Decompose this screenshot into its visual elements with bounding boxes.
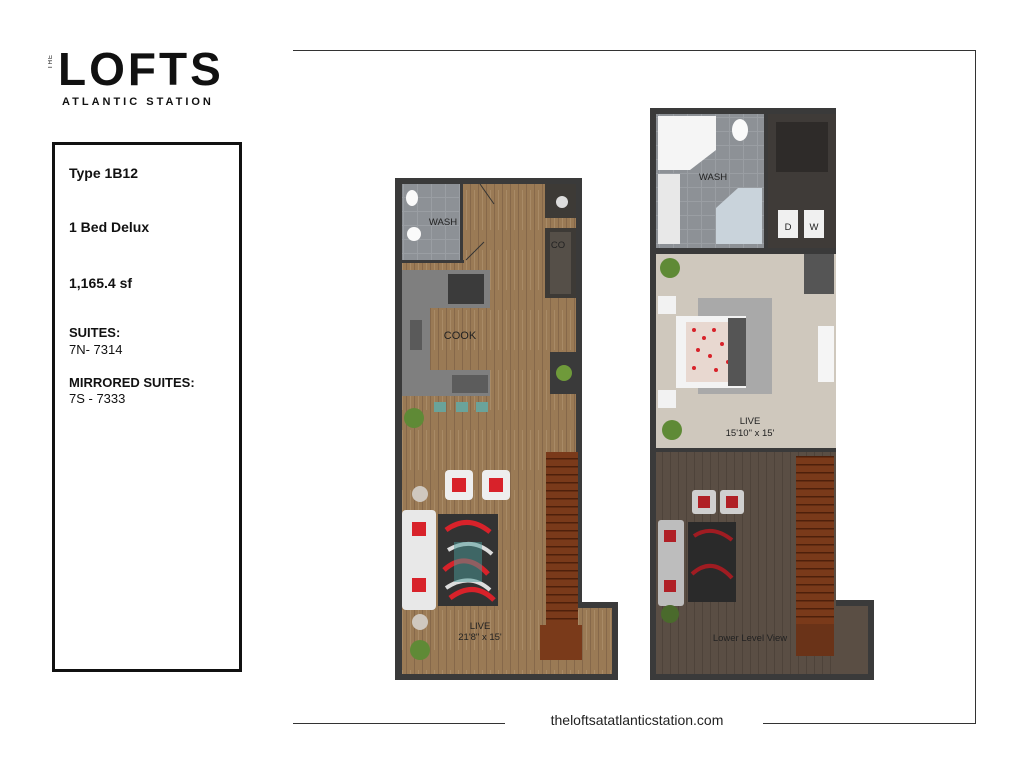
plant-icon [661, 605, 679, 623]
stove-icon [448, 274, 484, 304]
left-closet-label: CO [550, 240, 566, 251]
dryer-label: D [784, 222, 792, 233]
lower-level-floor-plan [390, 170, 620, 685]
website-url: theloftsatatlanticstation.com [550, 712, 724, 728]
upper-level-floor-plan [646, 104, 876, 684]
unit-info-panel [52, 142, 242, 672]
logo-subtitle: ATLANTIC STATION [62, 96, 214, 108]
right-live-label: LIVE [739, 416, 761, 427]
right-live-dimensions: 15'10" x 15' [725, 428, 775, 439]
plant-icon [404, 408, 424, 428]
mirrored-suites-value: 7S - 7333 [69, 391, 126, 406]
logo-main-text: LOFTS [58, 43, 224, 95]
unit-name: 1 Bed Delux [69, 219, 150, 235]
unit-area: 1,165.4 sf [69, 275, 133, 291]
washer-label: W [809, 222, 819, 233]
sink-icon [407, 227, 421, 241]
frame-top-line [293, 50, 975, 51]
kitchen-sink-icon [452, 375, 488, 393]
staircase [796, 456, 834, 652]
bar-stool [456, 402, 468, 412]
plant-icon [556, 365, 572, 381]
bar-stool [434, 402, 446, 412]
plant-icon [410, 640, 430, 660]
plant-icon [660, 258, 680, 278]
right-wash-label: WASH [698, 172, 728, 183]
bar-stool [476, 402, 488, 412]
suites-value: 7N- 7314 [69, 342, 123, 357]
brand-logo [48, 43, 228, 112]
nightstand [658, 390, 676, 408]
unit-type: Type 1B12 [69, 165, 138, 181]
suites-heading: SUITES: [69, 325, 121, 340]
coffee-table [454, 542, 482, 582]
nightstand [658, 296, 676, 314]
lower-level-view-label: Lower Level View [712, 633, 788, 644]
mirrored-suites-heading: MIRRORED SUITES: [69, 375, 195, 390]
left-live-dimensions: 21'8" x 15' [458, 632, 502, 643]
toilet-icon [732, 119, 748, 141]
desk [804, 254, 834, 294]
bed-throw [728, 318, 746, 386]
tv-stand [818, 326, 834, 382]
staircase [546, 452, 578, 652]
double-vanity [658, 174, 680, 244]
frame-bottom-right-line [763, 723, 975, 724]
plant-icon [662, 420, 682, 440]
frame-bottom-left-line [293, 723, 505, 724]
toilet-icon [406, 190, 418, 206]
left-cook-label: COOK [443, 330, 477, 342]
logo-the-text: THE [48, 54, 54, 69]
frame-right-line [975, 50, 976, 724]
left-live-label: LIVE [469, 621, 491, 632]
left-wash-label: WASH [428, 217, 458, 228]
